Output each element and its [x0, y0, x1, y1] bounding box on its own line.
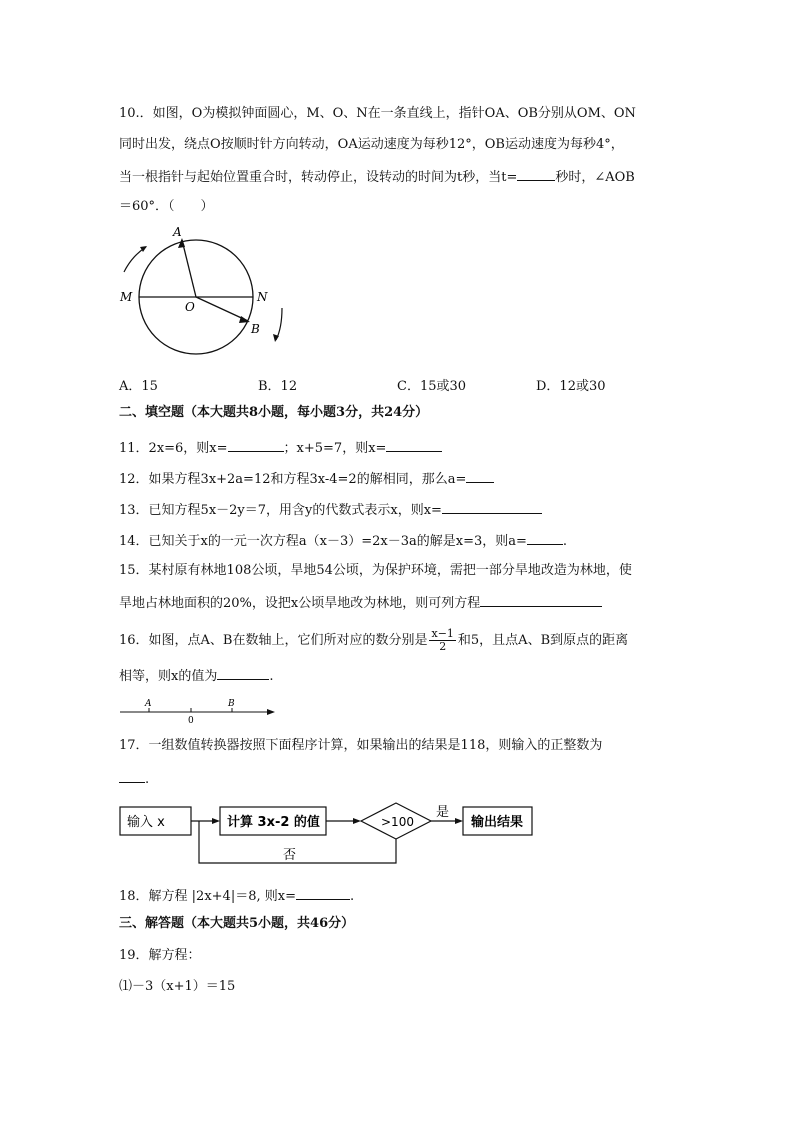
q17-tail: .: [145, 772, 150, 787]
q10-line-1: 10.．如图，O为模拟钟面圆心，M、O、N在一条直线上，指针OA、OB分别从OM、ON: [119, 106, 636, 121]
q13-text: 13．已知方程5x－2y＝7，用含y的代数式表示x，则x=: [119, 503, 442, 518]
q13-blank: [442, 501, 542, 514]
q16-text-b: 和5，且点A、B到原点的距离: [457, 633, 629, 648]
label-m: M: [120, 290, 133, 304]
option-b: B．12: [258, 379, 298, 394]
q18-blank: [296, 887, 350, 900]
q16-line-2: [119, 667, 273, 685]
section-3-heading: 三、解答题（本大题共5小题，共46分）: [119, 916, 355, 931]
q10-line-3: [119, 168, 635, 186]
output-label: 输出结果: [471, 815, 524, 830]
pointer-ob: [196, 297, 248, 321]
compute-label: 计算 3x-2 的值: [227, 815, 320, 830]
yes-label: 是: [436, 805, 450, 820]
q13: [119, 501, 542, 519]
condition-label: >100: [381, 815, 414, 829]
label-b: B: [251, 322, 260, 336]
q18-text: 18．解方程 |2x+4|＝8, 则x=: [119, 889, 296, 904]
q11-text-a: 11．2x=6，则x=: [119, 441, 228, 456]
q15-line-2: [119, 594, 602, 612]
label-a: A: [173, 225, 182, 239]
section-2-heading: 二、填空题（本大题共8小题，每小题3分，共24分）: [119, 405, 429, 420]
pointer-oa: [182, 240, 196, 297]
number-line-figure: [115, 694, 285, 728]
q18: [119, 887, 354, 905]
q11-blank-2: [386, 439, 442, 452]
q11-blank-1: [228, 439, 284, 452]
q19-part-1: ⑴－3（x+1）＝15: [119, 979, 236, 994]
q10-line-3-text: 当一根指针与起始位置重合时，转动停止，设转动的时间为t秒，当t=: [119, 170, 518, 185]
q10-answer-blank: [517, 168, 555, 181]
option-d: D．12或30: [536, 379, 606, 394]
no-label: 否: [283, 848, 297, 863]
q16-fraction-numerator: x−1: [431, 627, 454, 640]
q15-blank: [480, 594, 602, 607]
q10-line-3-tail: 秒时，∠AOB: [555, 170, 635, 185]
q15-line-1: 15．某村原有林地108公顷，旱地54公顷，为保护环境，需把一部分旱地改造为林地，使: [119, 563, 632, 578]
q11-text-b: ；x+5=7，则x=: [283, 441, 387, 456]
arc-arrow-right: [276, 308, 282, 340]
q12-blank: [466, 470, 494, 483]
option-c: C．15或30: [397, 379, 467, 394]
flowchart: [115, 798, 545, 870]
q17-blank: [119, 770, 145, 783]
q12-text: 12．如果方程3x+2a=12和方程3x-4=2的解相同，那么a=: [119, 472, 467, 487]
q16-tail: .: [269, 669, 274, 684]
q16-text-c: 相等，则x的值为: [119, 669, 218, 684]
q12: [119, 470, 494, 488]
q16-fraction: [429, 628, 455, 653]
q16-blank: [217, 667, 269, 680]
option-a: A．15: [119, 379, 158, 394]
label-n: N: [257, 290, 268, 304]
clock-figure: [110, 220, 300, 370]
q15-text: 旱地占林地面积的20%，设把x公顷旱地改为林地，则可列方程: [119, 596, 481, 611]
q10-line-4: ＝60°．（ ）: [119, 199, 214, 214]
arrow-input-compute-head: [212, 818, 220, 824]
q19: 19．解方程：: [119, 948, 201, 963]
label-o: O: [185, 300, 195, 314]
q11: [119, 439, 442, 457]
q14-tail: .: [562, 534, 568, 549]
q16-fraction-denominator: 2: [439, 640, 447, 653]
q16-line-1: [119, 626, 628, 656]
q14: [119, 532, 567, 550]
point-b-label: B: [228, 699, 235, 709]
q17-line-2: [119, 770, 149, 788]
q16-text-a: 16．如图，点A、B在数轴上，它们所对应的数分别是: [119, 633, 428, 648]
q10-line-2: 同时出发，绕点O按顺时针方向转动，OA运动速度为每秒12°，OB运动速度为每秒4°，: [119, 137, 624, 152]
q14-text: 14．已知关于x的一元一次方程a（x－3）=2x－3a的解是x=3，则a=: [119, 534, 527, 549]
number-line-arrow: [267, 709, 275, 715]
input-label: 输入 x: [127, 815, 165, 830]
q17-line-1: 17．一组数值转换器按照下面程序计算，如果输出的结果是118，则输入的正整数为: [119, 738, 603, 753]
q14-blank: [527, 532, 563, 545]
q18-tail: .: [349, 889, 355, 904]
point-a-label: A: [145, 699, 152, 709]
zero-label: 0: [188, 716, 194, 726]
arrow-yes-head: [455, 818, 463, 824]
